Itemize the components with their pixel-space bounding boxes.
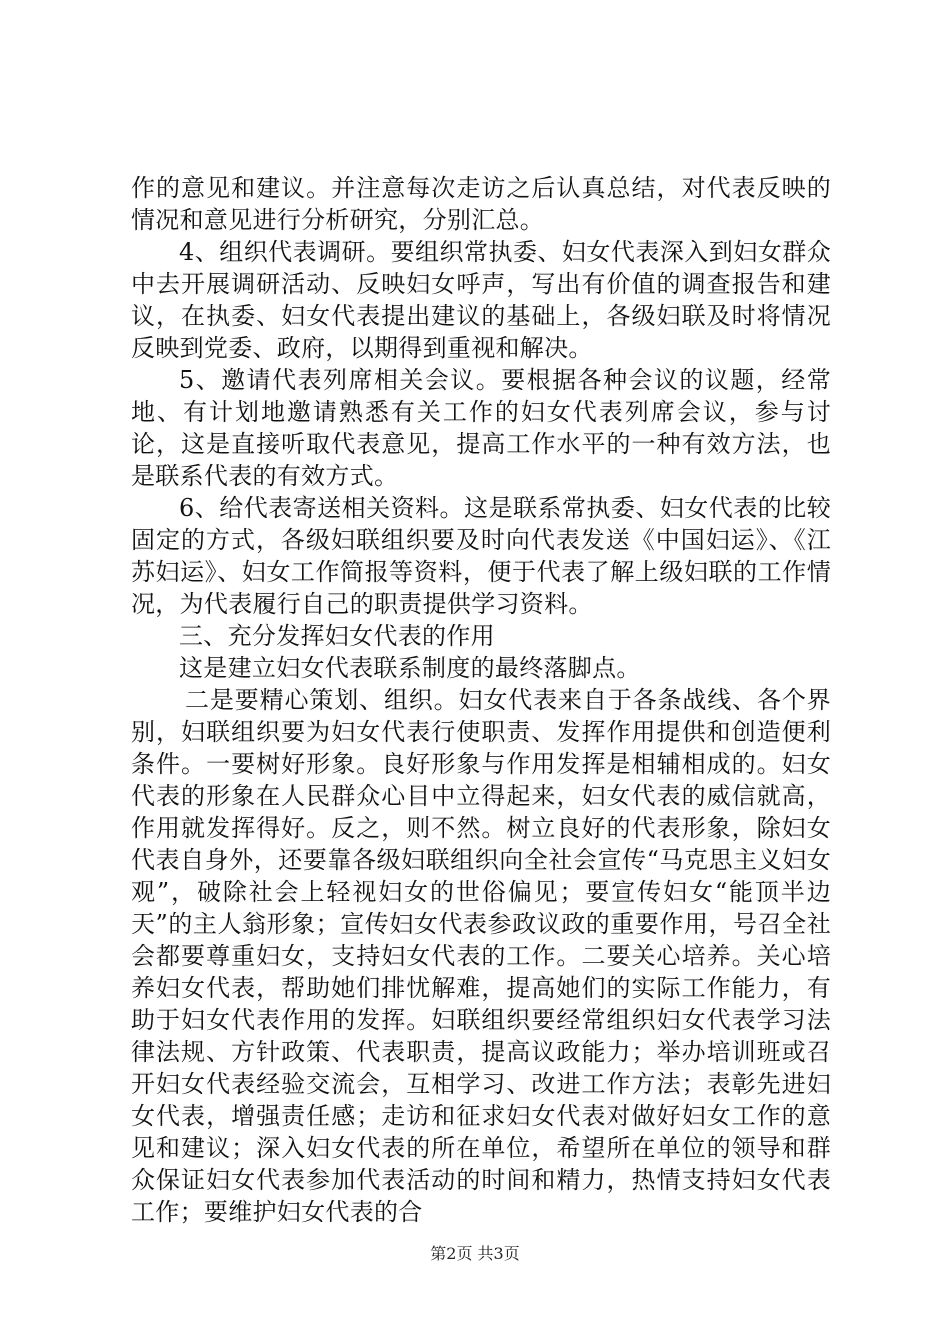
body-text (131, 172, 831, 1228)
section-heading: 三、充分发挥妇女代表的作用 (179, 622, 495, 650)
paragraph-item-6: 6、给代表寄送相关资料。这是联系常执委、妇女代表的比较固定的方式，各级妇联组织要及时向代表发送《中国妇运》、《江苏妇运》、妇女工作简报等资料，便于代表了解上级妇联的工作情况，为代表履行自己的职责提供学习资料。 (131, 494, 831, 618)
paragraph-item-5: 5、邀请代表列席相关会议。要根据各种会议的议题，经常地、有计划地邀请熟悉有关工作的妇女代表列席会议，参与讨论，这是直接听取代表意见，提高工作水平的一种有效方法，也是联系代表的有效方式。 (131, 366, 831, 490)
paragraph-intro: 这是建立妇女代表联系制度的最终落脚点。 (179, 654, 641, 682)
paragraph-main: 二是要精心策划、组织。妇女代表来自于各条战线、各个界别，妇联组织要为妇女代表行使职责、发挥作用提供和创造便利条件。一要树好形象。良好形象与作用发挥是相辅相成的。妇女代表的形象在人民群众心目中立得起来，妇女代表的威信就高，作用就发挥得好。反之，则不然。树立良好的代表形象，除妇女代表自身外，还要靠各级妇联组织向全社会宣传“马克思主义妇女观”，破除社会上轻视妇女的世俗偏见；要宣传妇女“能顶半边天”的主人翁形象；宣传妇女代表参政议政的重要作用，号召全社会都要尊重妇女，支持妇女代表的工作。二要关心培养。关心培养妇女代表，帮助她们排忧解难，提高她们的实际工作能力，有助于妇女代表作用的发挥。妇联组织要经常组织妇女代表学习法律法规、方针政策、代表职责，提高议政能力；举办培训班或召开妇女代表经验交流会，互相学习、改进工作方法；表彰先进妇女代表，增强责任感；走访和征求妇女代表对做好妇女工作的意见和建议；深入妇女代表的所在单位，希望所在单位的领导和群众保证妇女代表参加代表活动的时间和精力，热情支持妇女代表工作；要维护妇女代表的合 (131, 686, 831, 1226)
paragraph-continuation: 作的意见和建议。并注意每次走访之后认真总结，对代表反映的情况和意见进行分析研究，分别汇总。 (131, 174, 831, 234)
page-footer: 第2页 共3页 (430, 1244, 520, 1263)
paragraph-item-4: 4、组织代表调研。要组织常执委、妇女代表深入到妇女群众中去开展调研活动、反映妇女呼声，写出有价值的调查报告和建议，在执委、妇女代表提出建议的基础上，各级妇联及时将情况反映到党委、政府，以期得到重视和解决。 (131, 238, 831, 362)
